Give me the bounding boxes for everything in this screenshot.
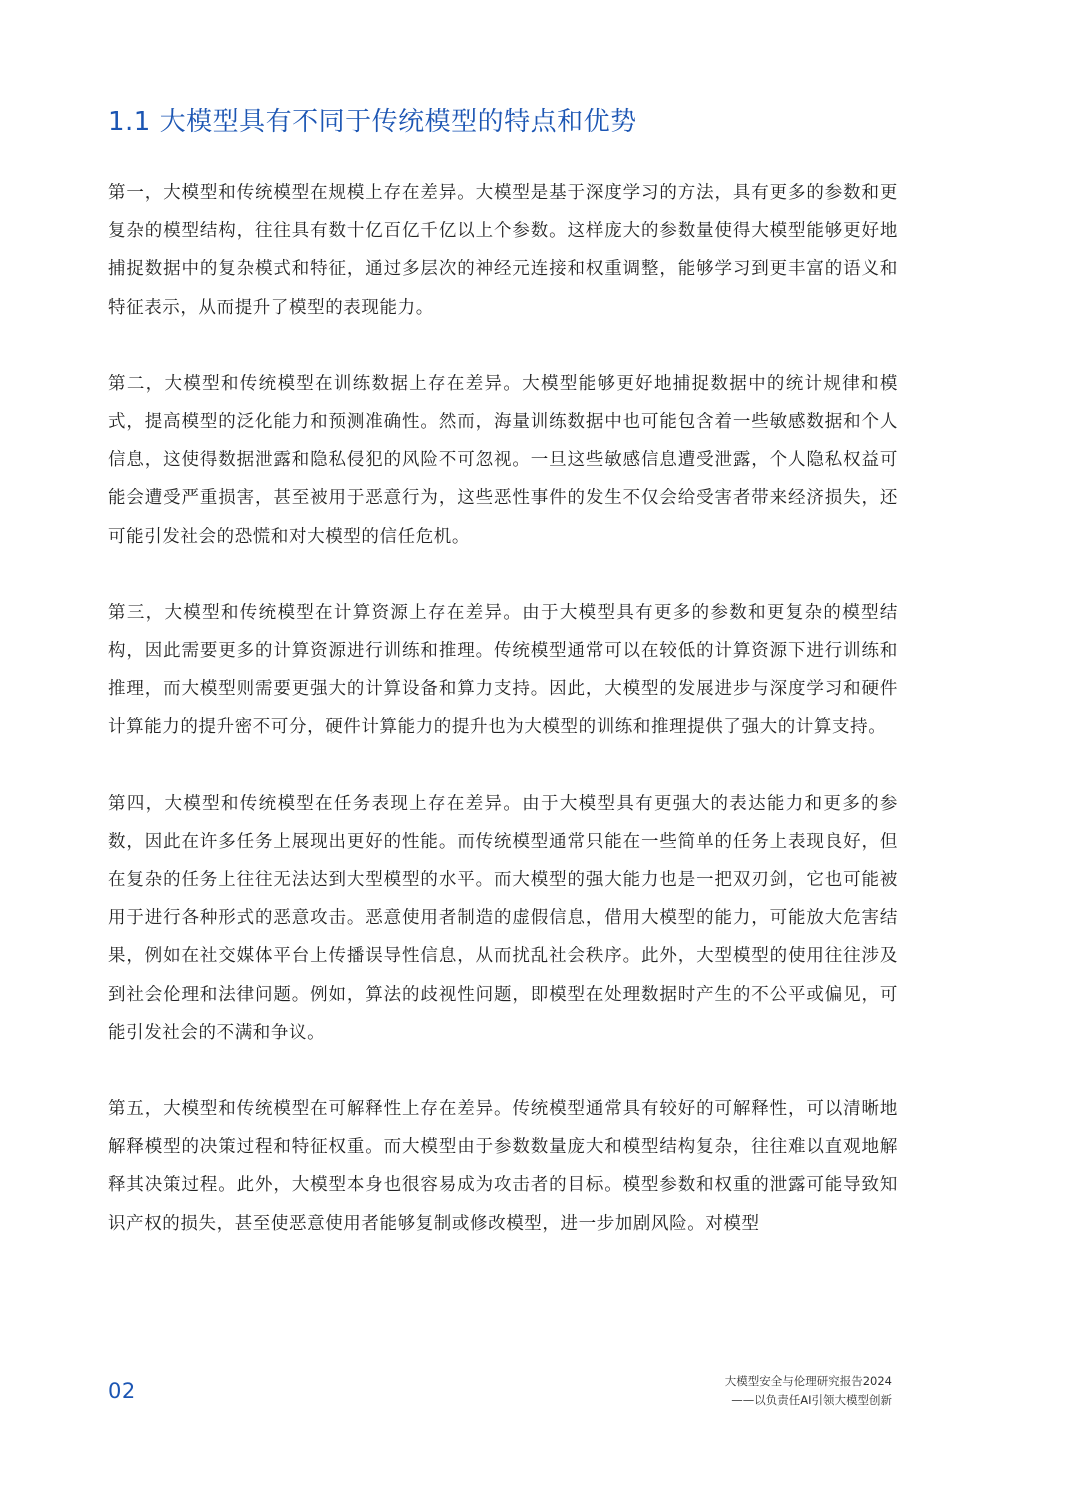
footer-report-info	[725, 1372, 892, 1410]
paragraph-2: 第二，大模型和传统模型在训练数据上存在差异。大模型能够更好地捕捉数据中的统计规律和模式，提高模型的泛化能力和预测准确性。然而，海量训练数据中也可能包含着一些敏感数据和个人信息，这使得数据泄露和隐私侵犯的风险不可忽视。一旦这些敏感信息遭受泄露，个人隐私权益可能会遭受严重损害，甚至被用于恶意行为，这些恶性事件的发生不仅会给受害者带来经济损失，还可能引发社会的恐慌和对大模型的信任危机。	[108, 373, 898, 547]
body-text	[108, 174, 898, 1281]
section-title: 1.1 大模型具有不同于传统模型的特点和优势	[108, 107, 637, 137]
page-number: 02	[108, 1379, 136, 1403]
paragraph-3: 第三，大模型和传统模型在计算资源上存在差异。由于大模型具有更多的参数和更复杂的模型结构，因此需要更多的计算资源进行训练和推理。传统模型通常可以在较低的计算资源下进行训练和推理，而大模型则需要更强大的计算设备和算力支持。因此，大模型的发展进步与深度学习和硬件计算能力的提升密不可分，硬件计算能力的提升也为大模型的训练和推理提供了强大的计算支持。	[108, 602, 898, 738]
footer-report-subtitle: ——以负责任AI引领大模型创新	[731, 1393, 892, 1407]
footer-report-title: 大模型安全与伦理研究报告2024	[724, 1374, 892, 1388]
paragraph-5: 第五，大模型和传统模型在可解释性上存在差异。传统模型通常具有较好的可解释性，可以清晰地解释模型的决策过程和特征权重。而大模型由于参数数量庞大和模型结构复杂，往往难以直观地解释其决策过程。此外，大模型本身也很容易成为攻击者的目标。模型参数和权重的泄露可能导致知识产权的损失，甚至使恶意使用者能够复制或修改模型，进一步加剧风险。对模型	[108, 1099, 898, 1234]
paragraph-4: 第四，大模型和传统模型在任务表现上存在差异。由于大模型具有更强大的表达能力和更多的参数，因此在许多任务上展现出更好的性能。而传统模型通常只能在一些简单的任务上表现良好，但在复杂的任务上往往无法达到大型模型的水平。而大模型的强大能力也是一把双刃剑，它也可能被用于进行各种形式的恶意攻击。恶意使用者制造的虚假信息，借用大模型的能力，可能放大危害结果，例如在社交媒体平台上传播误导性信息，从而扰乱社会秩序。此外，大型模型的使用往往涉及到社会伦理和法律问题。例如，算法的歧视性问题，即模型在处理数据时产生的不公平或偏见，可能引发社会的不满和争议。	[108, 793, 898, 1043]
paragraph-1: 第一，大模型和传统模型在规模上存在差异。大模型是基于深度学习的方法，具有更多的参数和更复杂的模型结构，往往具有数十亿百亿千亿以上个参数。这样庞大的参数量使得大模型能够更好地捕捉数据中的复杂模式和特征，通过多层次的神经元连接和权重调整，能够学习到更丰富的语义和特征表示，从而提升了模型的表现能力。	[108, 183, 898, 318]
